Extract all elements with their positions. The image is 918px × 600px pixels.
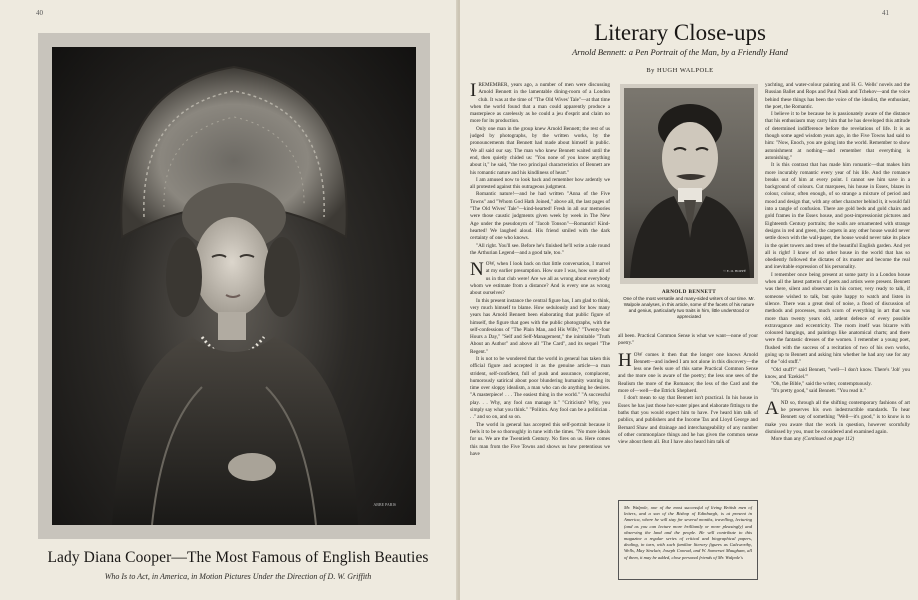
paragraph: "All right. You'll see. Before he's finished he'll write a tale round the Arthurian Legend—and a good tale, too.": [470, 242, 610, 256]
drop-cap: I: [470, 82, 477, 101]
paragraph: It is not to be wondered that the world in general has taken this official figure and accepted it as the genuine article—a man strident, self-confident, full of push and assurance, complacent, humorously satirical about poor blundering humanity wanting its time over sloppy idealism, a man who can do anything he desires. "A masterpiece! . . . The easiest thing in the world." "A successful play. . . Why, any fool can manage it." "Criticism? Why, you simply say what you think." "Politics. Any fool can be a politician . . ." and so on, and so on.: [470, 355, 610, 421]
page-number-left: 40: [36, 9, 43, 17]
paragraph: [618, 349, 758, 396]
paragraph-text: OW, when I look back on that little conversation, I marvel at my earlier presumption. How sure I was, how sure all of us in that club were! Are we all as wrong about everybody whom we estimate from a distance? And is every one as wrong about ourselves?: [470, 261, 610, 297]
paragraph: I am amused now to look back and remember how ardently we all protested against this outrageous judgment.: [470, 176, 610, 191]
paragraph-text: ND so, through all the shifting contemporary fashions of art he preserves his own indestructible standards. To hear Bennett say of something "Well—it's good," is to know is to make you aware that the work in question, however scornfully dismissed by you, must be considered and examined again.: [765, 399, 910, 435]
article-column-3: [765, 82, 910, 594]
paragraph: Romantic nature!—and he had written "Anna of the Five Towns" and "Whom God Hath Joined," above all, the last pages of "The Old Wives' Tale"—kind-hearted! Fresh in all our memories were those caustic judgments given week by week in The New Age under the pseudonym of "Jacob Tonson"—Romantic! Kind-hearted! We laughed aloud. His friend smiled with the dark certainty of one who knows.: [470, 191, 610, 242]
portrait-photo-frame: [38, 33, 430, 539]
photo-caption-subtitle: Who Is to Act, in America, in Motion Pictures Under the Direction of D. W. Griffith: [104, 572, 372, 581]
drop-cap: N: [470, 259, 484, 281]
arnold-bennett-portrait: [620, 84, 758, 284]
article-byline: By HUGH WALPOLE: [646, 67, 714, 74]
paragraph: In this present instance the central figure has, I am glad to think, very much himself to blame. How sedulously and for how many years has Arnold Bennett been elaborating that public figure of himself, the figure that goes with the public photographs, with the self-confessions of "The Plain Man, and His Wife," "Twenty-four Hours a Day," "Self and Self-Management," the inimitable "Truth About an Author" and above all "The Card", and its sequel "The Regent.": [470, 297, 610, 355]
portrait-illustration: [624, 88, 754, 278]
paragraph: I believe it to be because he is passionately aware of the distance that his enthusiasm may carry him that he has developed this attitude of determined indifference before the revelations of life. It is as though some aged wisdom years ago, in the Five Towns had said to him: "Now, Enoch, you are going into the world. Remember to show astonishment at nothing—and remember that everything is astonishing.": [765, 111, 910, 161]
paragraph: It is this contrast that has made him romantic—that makes him more incurably romantic every year of his life. And the romance breaks out of him at every point. I cannot see him save in a background of colours. Cut marquees, his house in Essex, blazes in colour, colour, often enough, of so strange a mixture of period and mood and design that, with any other character behind it, it would fall into a tangle of confusion. There are gold beds and gold chairs and gold frames in the Essex house, and post-impressionist pictures and Eighteenth Century portraits; the walls are ornamented with strange designs in red and green, the carpets in any other house would never settle down with the wall-paper, the house would never take its place in the quiet towers and trees of the beautiful English garden. And yet all is right! I know of no other house in the world that has so obediently followed the dictates of its master and become the real and inevitable expression of his personality.: [765, 162, 910, 271]
paragraph: "Old stuff?" said Bennett, "well—I don't know. There's 'Job' you know, and 'Ezekiel.'": [765, 366, 910, 380]
photo-caption-title: Lady Diana Cooper—The Most Famous of English Beauties: [47, 549, 429, 566]
article-headline: Literary Close-ups: [594, 20, 766, 45]
article-column-2: [618, 333, 758, 493]
paragraph: I remember once being present at some party in a London house when all the latest patterns of poets and artists were present. Bennett was there, silent and observant in his corner, very ready to talk, if someone wished to talk, but quite happy to watch and listen in silence. There was a great deal of noise, a flood of discussion of methods and processes, much scorn of everything in art that was more than twenty years old, ardent defence of every possible extravagance and eccentricity. The room itself was bizarre with coloured hangings, and paintings like anatomical charts; and there were the fantastic dresses of the women. I remember a young poet, flushed with the success of a recitation of two of his own works, going up to Bennett and asking him whether he had any use for any of the "old stuff.": [765, 271, 910, 366]
paragraph-text: More than any: [771, 436, 802, 443]
page-number-right: 41: [882, 9, 889, 17]
drop-cap: H: [618, 349, 632, 371]
author-note-box: Mr. Walpole, one of the most successful of living British men of letters, and a son of the Bishop of Edinburgh, is at present in America, where he will stay for several months, travelling, lecturing (and as you can lecture more brilliantly or more pleasingly) and observing the land and the people. He will contribute to this magazine a regular series of critical and biographical papers, dealing, in turn, with such familiar literary figures as Galsworthy, Wells, May Sinclair, Joseph Conrad, and W. Somerset Maugham, all of them, it may be added, close personal friends of Mr. Walpole's: [618, 500, 758, 580]
article-deck: Arnold Bennett: a Pen Portrait of the Man, by a Friendly Hand: [572, 47, 788, 57]
paragraph: yachting, and water-colour painting and H. G. Wells' novels and the Russian Ballet and Rops and Paul Nash and Tchekov—and the voice behind these things has been the voice of the idealist, the enthusiast, the poet, the Romantic.: [765, 82, 910, 110]
paragraph: [765, 436, 910, 443]
paragraph: "It's pretty good," said Bennett. "You read it.": [771, 388, 866, 395]
paragraph: Only one man in the group knew Arnold Bennett; the rest of us judged by photographs, by the written works, by the pronouncements that Bennett had made about himself in public. We all said our say. The man who knew Bennett waited until the end, then quietly chided us: "You none of you know anything about it," he said, "the two principal characteristics of Bennett are his romantic nature and his kindliness of heart.": [470, 125, 610, 176]
drop-cap: A: [765, 397, 779, 419]
paragraph: "Oh, the Bible," said the writer, contemptuously.: [771, 381, 872, 388]
lady-diana-cooper-photo: [52, 47, 416, 525]
paragraph: I don't mean to say that Bennett isn't practical. In his house in Essex he has just those hot-water pipes and elaborate fittings to the baths that you would expect him to have. I've heard him talk of publics, and publishers and the Income Tax and Lloyd George and Bernard Shaw and drainage and interchangeability of any number of other commonplace things and he has given the common sense view about them all. But I have also heard him talk of: [618, 395, 758, 446]
left-page: [0, 0, 458, 600]
continued-link[interactable]: (Continued on page 112): [802, 436, 855, 443]
paragraph-text: REMEMBER, years ago, a number of men were discussing Arnold Bennett in the lamentable dining-room of a London club. It was at the time of "The Old Wives' Tale"—at that time when the world found that a man could apparently produce a masterpiece as carelessly as he could a jeu d'esprit and claim no more for its production.: [470, 82, 610, 125]
photo-copyright: © E. O. HOPPÉ: [723, 269, 746, 273]
article-column-1: [470, 82, 610, 594]
portrait-photo: [624, 88, 754, 278]
paragraph: [765, 397, 910, 436]
paragraph: The world in general has accepted this self-portrait because it feels it to be so thoroughly in tune with the times. "No more ideals for us. We are the Twentieth Century. No fires on us. Here comes this man from the Five Towns and shows us how pretentious we have: [470, 421, 610, 457]
paragraph: [470, 82, 610, 126]
photo-illustration: [52, 47, 416, 525]
paragraph: all been. Practical Common Sense is what we want—none of your poetry.": [618, 333, 758, 347]
portrait-caption-title: ARNOLD BENNETT: [661, 289, 717, 295]
paragraph: [470, 261, 610, 297]
paragraph-text: OW comes it then that the longer one knows Arnold Bennett—and indeed I am not alone in this discovery—the less one feels sure of this same Practical Common Sense and the more one is aware of the poetry; the less one sees of the Realism the more of the Romance; the less of the Card and the more of—well—the Ettrick Shepherd.: [618, 351, 758, 395]
portrait-caption-text: One of the most versatile and many-sided writers of our time. Mr. Walpole analyses, in this article, some of the facets of his nature and genius, particularly two traits in him, little understood or appreciated: [623, 296, 755, 319]
photo-credit: ABBE PARIS: [373, 502, 396, 507]
